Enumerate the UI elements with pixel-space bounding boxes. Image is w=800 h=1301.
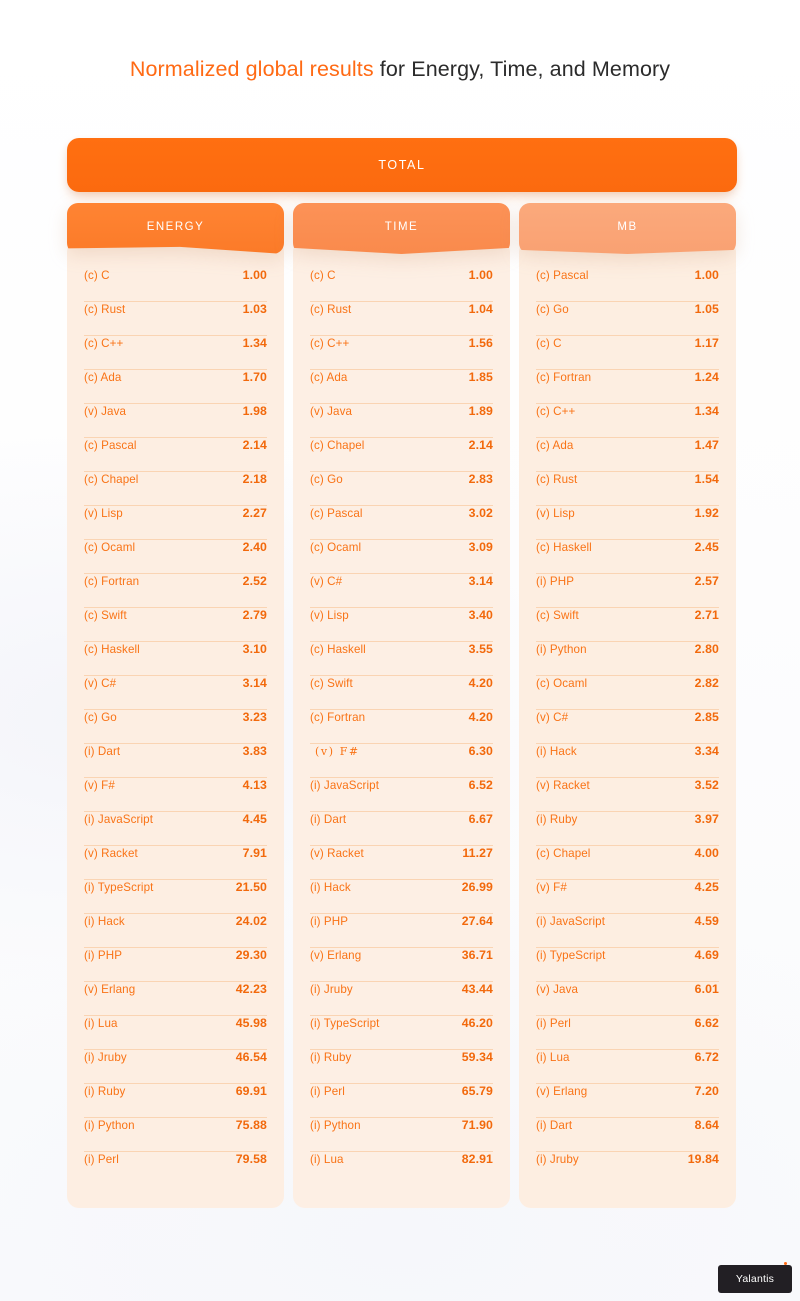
table-row <box>536 1084 719 1118</box>
table-row <box>310 744 493 778</box>
row-value: 4.25 <box>694 880 719 894</box>
table-row <box>536 302 719 336</box>
row-value: 2.27 <box>242 506 267 520</box>
row-value: 3.10 <box>242 642 267 656</box>
row-value: 6.67 <box>468 812 493 826</box>
row-language: (v) Java <box>310 405 353 418</box>
row-language: (c) C++ <box>310 337 350 350</box>
table-row <box>84 370 267 404</box>
table-row <box>310 506 493 540</box>
table-row <box>310 268 493 302</box>
row-value: 46.54 <box>235 1050 267 1064</box>
table-row <box>536 336 719 370</box>
row-value: 8.64 <box>694 1118 719 1132</box>
row-value: 2.85 <box>694 710 719 724</box>
row-language: (c) Swift <box>536 609 579 622</box>
row-language: (i) Jruby <box>84 1051 127 1064</box>
table-row <box>310 438 493 472</box>
row-value: 19.84 <box>687 1152 719 1166</box>
row-value: 21.50 <box>235 880 267 894</box>
row-value: 1.04 <box>468 302 493 316</box>
row-value: 6.30 <box>468 744 493 758</box>
row-value: 1.24 <box>694 370 719 384</box>
table-row <box>310 710 493 744</box>
row-language: (i) Dart <box>310 813 347 826</box>
row-language: (i) TypeScript <box>84 881 154 894</box>
table-row <box>84 642 267 676</box>
row-value: 7.91 <box>242 846 267 860</box>
row-language: (i) Dart <box>84 745 121 758</box>
table-row <box>536 880 719 914</box>
row-language: (c) Ocaml <box>84 541 136 554</box>
table-row <box>84 676 267 710</box>
row-value: 2.18 <box>242 472 267 486</box>
tab-mb[interactable] <box>519 203 736 254</box>
row-value: 1.34 <box>242 336 267 350</box>
table-row <box>536 370 719 404</box>
row-value: 4.59 <box>694 914 719 928</box>
row-value: 3.55 <box>468 642 493 656</box>
table-row <box>84 778 267 812</box>
row-value: 3.52 <box>694 778 719 792</box>
row-value: 7.20 <box>694 1084 719 1098</box>
row-language: (v) Erlang <box>310 949 362 962</box>
row-value: 6.62 <box>694 1016 719 1030</box>
row-language: (c) Ada <box>84 371 122 384</box>
row-value: 2.82 <box>694 676 719 690</box>
table-row <box>84 1084 267 1118</box>
row-value: 4.69 <box>694 948 719 962</box>
row-language: (c) Pascal <box>536 269 589 282</box>
row-value: 3.40 <box>468 608 493 622</box>
row-value: 2.45 <box>694 540 719 554</box>
row-value: 82.91 <box>461 1152 493 1166</box>
table-row <box>84 846 267 880</box>
row-language: (c) Haskell <box>310 643 366 656</box>
table-row <box>536 404 719 438</box>
row-language: (i) JavaScript <box>84 813 154 826</box>
table-row <box>310 676 493 710</box>
row-value: 2.57 <box>694 574 719 588</box>
row-language: (c) C <box>536 337 562 350</box>
row-value: 1.03 <box>242 302 267 316</box>
row-language: (c) Swift <box>310 677 353 690</box>
table-row <box>84 336 267 370</box>
row-language: (i) Hack <box>84 915 125 928</box>
table-row <box>536 982 719 1016</box>
row-value: 45.98 <box>235 1016 267 1030</box>
row-value: 6.72 <box>694 1050 719 1064</box>
table-row <box>536 812 719 846</box>
row-value: 2.79 <box>242 608 267 622</box>
row-value: 1.17 <box>694 336 719 350</box>
row-value: 1.89 <box>468 404 493 418</box>
table-row <box>536 574 719 608</box>
row-value: 2.14 <box>242 438 267 452</box>
table-row <box>310 336 493 370</box>
column-mb <box>519 240 736 1208</box>
row-language: (c) C <box>84 269 110 282</box>
table-row <box>310 778 493 812</box>
row-language: (v) F# <box>536 881 567 894</box>
row-language: (i) PHP <box>84 949 123 962</box>
row-language: (c) C <box>310 269 336 282</box>
row-language: (v) Racket <box>84 847 138 860</box>
row-language: (c) Rust <box>536 473 578 486</box>
row-value: 42.23 <box>235 982 267 996</box>
row-language: (i) Jruby <box>536 1153 579 1166</box>
row-value: 36.71 <box>461 948 493 962</box>
row-language: (v) Erlang <box>536 1085 588 1098</box>
table-row <box>536 846 719 880</box>
row-language: (c) C++ <box>84 337 124 350</box>
row-language: (i) Ruby <box>536 813 578 826</box>
tab-time[interactable] <box>293 203 510 254</box>
table-row <box>84 540 267 574</box>
row-value: 1.70 <box>242 370 267 384</box>
column-energy <box>67 240 284 1208</box>
table-row <box>536 438 719 472</box>
table-row <box>84 1118 267 1152</box>
table-row <box>84 744 267 778</box>
row-value: 59.34 <box>461 1050 493 1064</box>
row-language: (c) Ocaml <box>536 677 588 690</box>
row-value: 1.00 <box>242 268 267 282</box>
table-row <box>84 574 267 608</box>
row-language: (c) Haskell <box>84 643 140 656</box>
row-value: 1.00 <box>468 268 493 282</box>
table-row <box>536 914 719 948</box>
table-row <box>536 778 719 812</box>
row-language: (i) TypeScript <box>536 949 606 962</box>
row-value: 69.91 <box>235 1084 267 1098</box>
row-value: 3.34 <box>694 744 719 758</box>
row-value: 4.45 <box>242 812 267 826</box>
row-value: 4.20 <box>468 676 493 690</box>
row-language: (c) Ocaml <box>310 541 362 554</box>
tab-mb-label: MB <box>617 220 638 233</box>
table-row <box>536 642 719 676</box>
row-value: 27.64 <box>461 914 493 928</box>
row-language: (c) Fortran <box>84 575 140 588</box>
table-row <box>536 506 719 540</box>
table-row <box>84 1016 267 1050</box>
table-row <box>310 1152 493 1186</box>
row-language: (i) Dart <box>536 1119 573 1132</box>
row-language: (v) F# <box>315 745 360 758</box>
row-language: (i) Lua <box>536 1051 570 1064</box>
yalantis-watermark-text: Yalantis <box>735 1273 775 1285</box>
row-language: (i) PHP <box>536 575 575 588</box>
row-language: (c) Fortran <box>536 371 592 384</box>
row-value: 1.34 <box>694 404 719 418</box>
row-value: 71.90 <box>461 1118 493 1132</box>
row-language: (c) Go <box>84 711 117 724</box>
row-value: 3.14 <box>468 574 493 588</box>
table-row <box>84 608 267 642</box>
row-language: (c) Haskell <box>536 541 592 554</box>
table-row <box>310 302 493 336</box>
row-language: (c) Rust <box>310 303 352 316</box>
row-language: (i) Lua <box>310 1153 344 1166</box>
row-language: (i) Hack <box>310 881 351 894</box>
row-language: (c) Fortran <box>310 711 366 724</box>
row-value: 1.05 <box>694 302 719 316</box>
row-value: 2.40 <box>242 540 267 554</box>
table-row <box>536 1050 719 1084</box>
row-value: 1.85 <box>468 370 493 384</box>
row-value: 65.79 <box>461 1084 493 1098</box>
row-language: (i) Jruby <box>310 983 353 996</box>
row-language: (v) F# <box>84 779 115 792</box>
table-row <box>84 438 267 472</box>
table-row <box>536 744 719 778</box>
table-row <box>310 540 493 574</box>
total-banner-label: TOTAL <box>378 158 426 172</box>
row-value: 75.88 <box>235 1118 267 1132</box>
row-value: 4.13 <box>242 778 267 792</box>
table-row <box>310 846 493 880</box>
results-columns <box>67 240 737 1208</box>
table-row <box>310 642 493 676</box>
page-title-rest: for Energy, Time, and Memory <box>373 57 671 81</box>
row-language: (c) Go <box>536 303 569 316</box>
results-board <box>67 138 737 1208</box>
row-language: (c) Ada <box>536 439 574 452</box>
page-title-accent: Normalized global results <box>129 57 374 81</box>
table-row <box>310 880 493 914</box>
row-language: (i) Hack <box>536 745 577 758</box>
table-row <box>84 914 267 948</box>
row-value: 43.44 <box>461 982 493 996</box>
page-header <box>0 0 800 83</box>
row-value: 2.83 <box>468 472 493 486</box>
table-row <box>536 1152 719 1186</box>
table-row <box>536 472 719 506</box>
table-row <box>310 404 493 438</box>
table-row <box>84 812 267 846</box>
row-language: (v) C# <box>536 711 569 724</box>
row-language: (v) Lisp <box>84 507 123 520</box>
row-value: 1.98 <box>242 404 267 418</box>
table-row <box>536 676 719 710</box>
row-value: 1.54 <box>694 472 719 486</box>
table-row <box>536 268 719 302</box>
table-row <box>310 472 493 506</box>
row-value: 3.02 <box>468 506 493 520</box>
row-value: 3.14 <box>242 676 267 690</box>
row-language: (i) Perl <box>310 1085 345 1098</box>
row-value: 11.27 <box>462 846 493 860</box>
table-row <box>536 1016 719 1050</box>
column-headers <box>67 203 737 254</box>
tab-energy-label: ENERGY <box>146 220 205 233</box>
row-language: (i) Ruby <box>310 1051 352 1064</box>
table-row <box>84 506 267 540</box>
row-language: (c) Pascal <box>84 439 137 452</box>
table-row <box>310 1084 493 1118</box>
row-value: 6.52 <box>468 778 493 792</box>
table-row <box>310 608 493 642</box>
yalantis-watermark <box>718 1265 792 1293</box>
table-row <box>536 948 719 982</box>
row-language: (v) Racket <box>310 847 364 860</box>
table-row <box>84 880 267 914</box>
table-row <box>536 540 719 574</box>
row-language: (i) JavaScript <box>536 915 606 928</box>
row-language: (v) Lisp <box>310 609 349 622</box>
row-value: 24.02 <box>235 914 267 928</box>
table-row <box>84 1050 267 1084</box>
table-row <box>84 710 267 744</box>
row-value: 1.00 <box>694 268 719 282</box>
table-row <box>84 982 267 1016</box>
row-language: (c) Ada <box>310 371 348 384</box>
row-value: 46.20 <box>461 1016 493 1030</box>
row-value: 26.99 <box>461 880 493 894</box>
row-value: 3.97 <box>694 812 719 826</box>
row-language: (i) Python <box>536 643 587 656</box>
row-language: (v) C# <box>310 575 343 588</box>
row-language: (i) Perl <box>536 1017 571 1030</box>
row-language: (c) Chapel <box>310 439 365 452</box>
table-row <box>84 404 267 438</box>
row-language: (c) Go <box>310 473 343 486</box>
row-language: (c) Swift <box>84 609 127 622</box>
row-language: (i) TypeScript <box>310 1017 380 1030</box>
table-row <box>310 982 493 1016</box>
row-language: (v) Java <box>84 405 127 418</box>
table-row <box>84 472 267 506</box>
row-language: (i) Ruby <box>84 1085 126 1098</box>
table-row <box>84 268 267 302</box>
row-value: 3.23 <box>242 710 267 724</box>
table-row <box>310 1016 493 1050</box>
row-language: (c) Chapel <box>536 847 591 860</box>
yalantis-watermark-dot <box>784 1262 787 1265</box>
table-row <box>84 948 267 982</box>
row-language: (v) Lisp <box>536 507 575 520</box>
row-language: (v) C# <box>84 677 117 690</box>
row-value: 3.83 <box>242 744 267 758</box>
row-language: (i) Python <box>310 1119 361 1132</box>
table-row <box>310 914 493 948</box>
column-time <box>293 240 510 1208</box>
row-language: (v) Erlang <box>84 983 136 996</box>
row-language: (v) Racket <box>536 779 590 792</box>
row-language: (c) C++ <box>536 405 576 418</box>
tab-energy[interactable] <box>67 203 284 254</box>
table-row <box>310 1050 493 1084</box>
row-value: 2.80 <box>694 642 719 656</box>
table-row <box>84 1152 267 1186</box>
row-value: 1.47 <box>694 438 719 452</box>
row-value: 2.14 <box>468 438 493 452</box>
row-language: (i) Perl <box>84 1153 119 1166</box>
table-row <box>310 574 493 608</box>
row-value: 4.20 <box>468 710 493 724</box>
row-value: 3.09 <box>468 540 493 554</box>
row-language: (i) JavaScript <box>310 779 380 792</box>
page-title <box>0 57 800 83</box>
table-row <box>310 948 493 982</box>
row-language: (v) Java <box>536 983 579 996</box>
row-value: 1.56 <box>468 336 493 350</box>
row-value: 2.71 <box>694 608 719 622</box>
row-value: 2.52 <box>242 574 267 588</box>
table-row <box>310 1118 493 1152</box>
table-row <box>536 710 719 744</box>
row-language: (i) PHP <box>310 915 349 928</box>
row-language: (c) Chapel <box>84 473 139 486</box>
row-value: 1.92 <box>694 506 719 520</box>
row-value: 29.30 <box>235 948 267 962</box>
row-value: 4.00 <box>694 846 719 860</box>
row-value: 79.58 <box>235 1152 267 1166</box>
table-row <box>536 608 719 642</box>
table-row <box>310 370 493 404</box>
row-language: (i) Lua <box>84 1017 118 1030</box>
row-value: 6.01 <box>694 982 719 996</box>
table-row <box>84 302 267 336</box>
tab-time-label: TIME <box>384 220 419 233</box>
row-language: (c) Pascal <box>310 507 363 520</box>
row-language: (i) Python <box>84 1119 135 1132</box>
table-row <box>536 1118 719 1152</box>
table-row <box>310 812 493 846</box>
row-language: (c) Rust <box>84 303 126 316</box>
total-banner <box>67 138 737 192</box>
